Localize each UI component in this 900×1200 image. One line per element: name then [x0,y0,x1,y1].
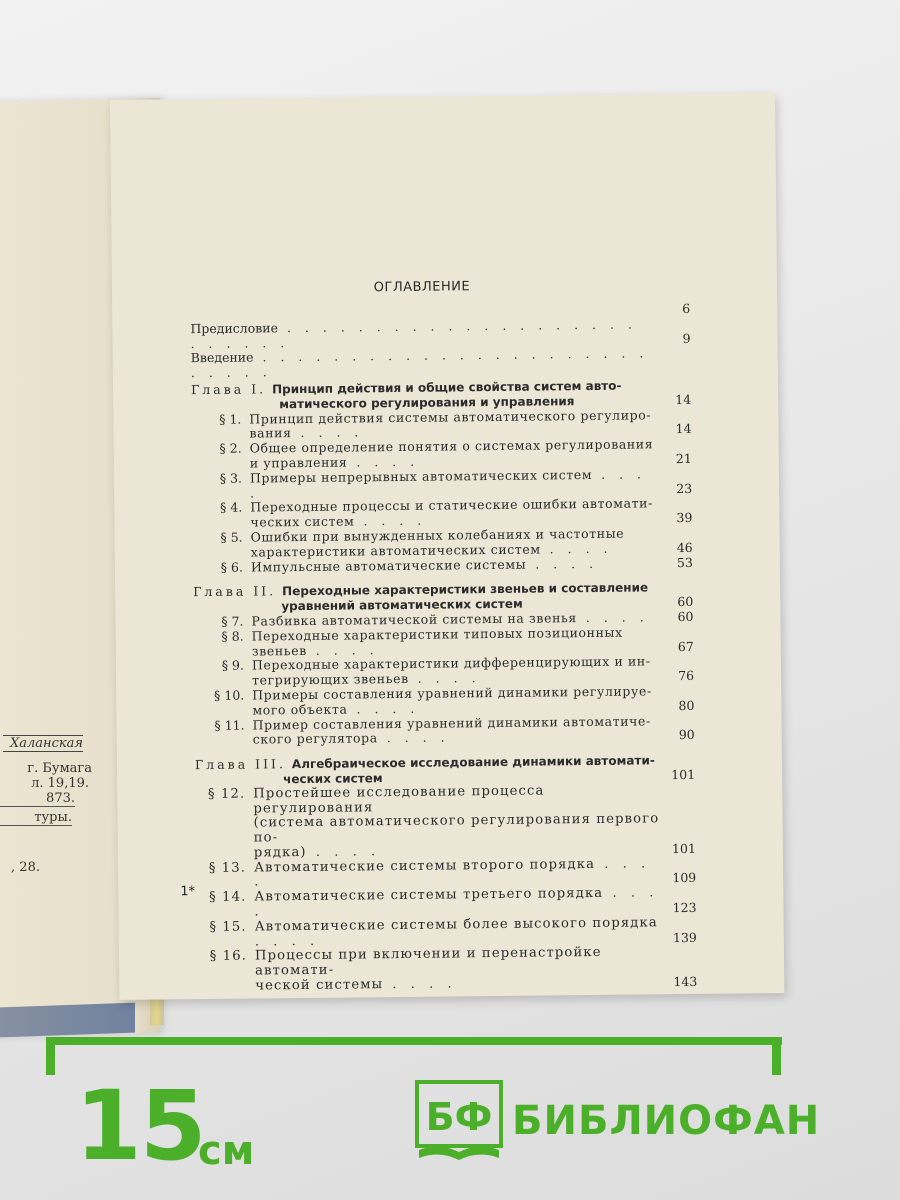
dot-leader: . . . . [254,933,320,950]
left-imprint-line: г. Бумага [27,761,92,776]
ruler-length-unit: см [198,1128,255,1174]
dot-leader: . . . . [306,641,379,658]
section-number: § 14. [209,889,247,906]
chapter-title-line: Переходные характеристики звеньев и составление [282,580,649,599]
section-title-line: Переходные процессы и статические ошибки автомати- [250,495,653,515]
section-title-line: Переходные характеристики дифференцирующих и ин- [251,653,651,673]
dot-leader: . . . . [291,424,364,441]
section-title-line: характеристики автоматических систем [250,541,541,560]
dot-leader: . . . . [526,555,599,572]
toc-page-number: 9 [682,330,691,346]
toc-title: ОГЛАВЛЕНИЕ [373,279,471,296]
chapter-title-line: матического регулирования и управления [279,393,575,412]
toc-chapter-block [191,378,693,576]
dot-leader: . . . . [347,700,420,717]
toc-page-number: 123 [672,899,697,916]
toc-page-number: 60 [677,594,694,610]
dot-leader: . . . . [254,885,659,920]
dot-leader: . . . . [540,540,613,557]
chapter-label: Глава II. [193,583,277,600]
section-title-line: Ошибки при вынужденных колебаниях и частотные [250,525,625,545]
section-number: § 4. [220,499,243,516]
section-title-line: Примеры непрерывных автоматических систем [249,466,593,486]
left-imprint-line: туры. [0,810,72,826]
section-title-line: звеньев [251,642,307,659]
left-imprint-line: л. 19,19. [31,776,89,791]
toc-entry [191,346,691,381]
toc-page-number: 53 [676,554,693,570]
section-title [255,946,661,995]
toc-page-number: 80 [678,697,695,713]
toc-page-number: 90 [678,727,695,743]
dot-leader: . . . . [250,466,647,501]
chapter-title-line: Алгебраическое исследование динамики автомати- [291,753,655,772]
toc-page-number: 76 [678,668,695,684]
section-title-line: Простейшее исследование процесса регулирования [253,783,545,817]
scale-ruler [46,1037,782,1067]
section-title-line: Автоматические системы второго порядка [253,856,596,876]
dot-leader: . . . . [347,453,420,470]
dot-leader: . . . . . . . . . . . . . . . . . . . . . . . . . . . [190,345,649,381]
toc-page-number: 14 [675,391,692,407]
section-title-line: ческих систем [250,513,355,530]
toc-page-number: 101 [671,766,696,783]
section-title-line: ского регулятора [252,730,378,747]
section-title-line: Пример составления уравнений динамики автоматиче- [252,712,651,733]
section-number: § 5. [220,529,243,545]
ruler-tick-left [46,1037,55,1075]
section-title-line: Разбивка автоматической системы на звенья [251,610,577,629]
section-title [252,714,658,748]
logo-mark: БФ [425,1095,493,1139]
section-number: § 7. [221,613,244,629]
dot-leader: . . . . [306,844,381,860]
toc-page-number: 60 [677,608,694,625]
section-number: § 16. [209,949,248,965]
book-page [110,93,784,1000]
section-title-line: Переходные характеристики типовых позиционных [251,624,623,644]
section-title-line: рядка) [253,844,307,861]
chapter-heading-text [195,753,659,787]
left-imprint-line: , 28. [11,860,40,875]
toc-page-number: 67 [677,638,694,654]
section-title [253,783,660,861]
toc-entry-label: Предисловие [190,320,279,336]
toc-chapter-block [195,753,697,995]
chapter-label: Глава III. [194,756,286,773]
chapter-title-line: ческих систем [283,771,383,787]
toc-page-number: 21 [675,450,692,467]
dot-leader: . . . . [254,856,651,891]
toc-page-number: 139 [672,929,697,945]
section-title-line: (система автоматического регулирования первого по- [253,811,660,846]
section-number: § 12. [207,786,246,802]
section-title-line: мого объекта [252,701,348,718]
dot-leader: . . . . [408,670,481,687]
section-number: § 2. [219,440,242,457]
section-title-line: Примеры составления уравнений динамики регулируе- [252,683,652,703]
left-imprint-line: Халанская [3,735,83,752]
section-title-line: ческой системы [255,977,384,994]
chapter-label: Глава I. [190,381,267,398]
section-number: § 15. [209,919,247,935]
dot-leader: . . . . [354,512,427,529]
dot-leader: . . . . [576,609,649,626]
toc-entry-label: Введение [190,349,254,366]
section-number: § 9. [221,657,245,674]
toc-page-number: 23 [676,480,693,496]
section-title-line: вания [249,425,292,441]
ruler-length-value: 15 [75,1070,205,1182]
ruler-tick-right [772,1037,781,1075]
toc-section [194,713,694,748]
section-number: § 3. [219,470,243,486]
section-title-line: Общее определение понятия о системах регулирования [249,436,654,456]
chapter-title-line: Принцип действия и общие свойства систем авто- [272,378,622,397]
toc-page-number: 109 [672,870,697,886]
toc-section [197,945,697,995]
toc-page-number: 143 [673,973,698,990]
section-entry [197,946,661,995]
section-title-line: Импульсные автоматические системы [250,556,527,575]
dot-leader: . . . . . . . . . . . . . . . . . . . . . . . . . . [190,316,637,351]
toc-section [195,783,696,862]
section-title-line: и управления [249,454,348,471]
section-entry [194,714,658,748]
section-number: § 10. [214,687,245,703]
toc-entry-text [191,347,655,381]
section-title-line: Автоматические системы третьего порядка [254,886,604,905]
section-title-line: Принцип действия системы автоматического регулиро- [249,406,652,427]
toc-chapter-block [193,580,695,748]
left-imprint-line: 873. [0,791,75,807]
section-title-line: Автоматические системы более высокого порядка [254,915,658,935]
section-number: § 6. [220,559,243,575]
toc-page-number: 6 [682,300,691,317]
section-entry [195,783,660,862]
section-title-line: тегрирующих звеньев [252,671,409,688]
dot-leader: . . . . [377,729,450,746]
section-title-line: Процессы при включении и перенастройке автомати- [254,945,602,979]
section-number: § 1. [219,411,242,427]
toc-page-number: 46 [676,539,693,555]
toc-page-number: 101 [671,840,696,857]
table-of-contents [190,302,697,995]
brand-name: БИБЛИОФАН [512,1098,821,1144]
dot-leader: . . . . [383,976,457,993]
signature-mark: 1* [180,884,196,900]
section-number: § 13. [208,860,247,876]
book-logo-icon [415,1080,503,1162]
section-number: § 11. [214,717,245,733]
book-cover-edge [0,1003,135,1038]
section-number: § 8. [221,628,244,644]
chapter-title-line: уравнений автоматических систем [281,596,523,614]
toc-page-number: 39 [676,510,693,526]
toc-page-number: 14 [675,421,692,437]
